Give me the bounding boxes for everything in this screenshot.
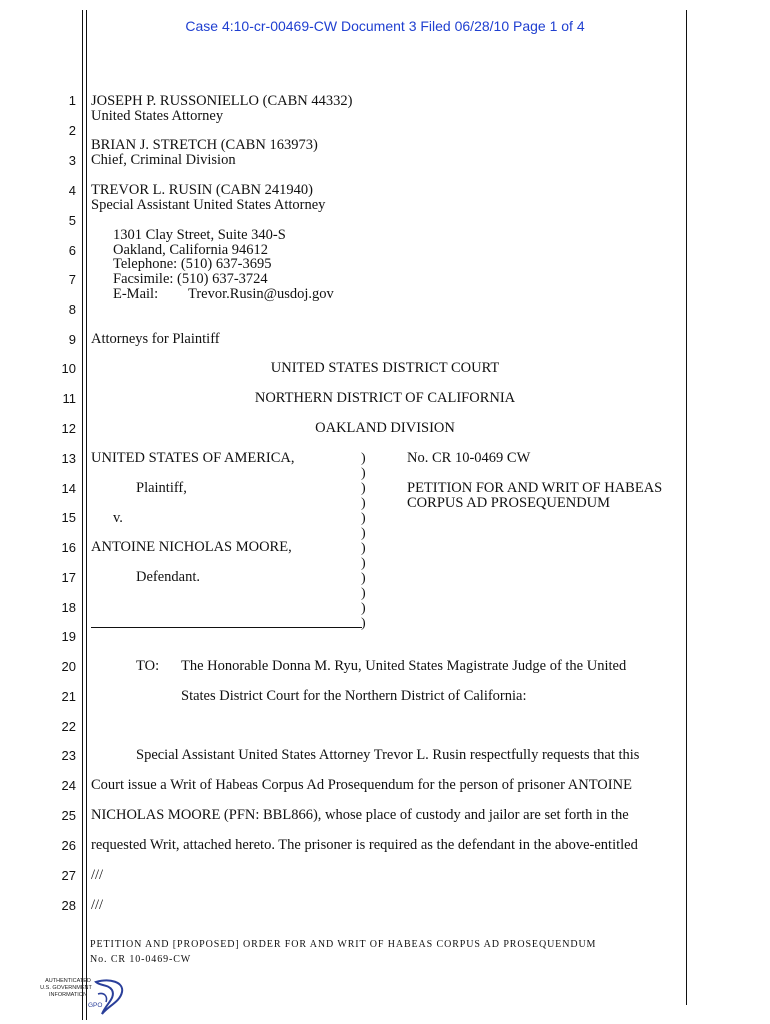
line-number: 2 bbox=[68, 123, 76, 138]
left-margin-rule-outer bbox=[82, 10, 83, 1020]
gpo-authentication-seal bbox=[36, 976, 130, 1016]
attorney-title: Special Assistant United States Attorney bbox=[91, 197, 326, 213]
email-label: E-Mail: bbox=[113, 286, 159, 302]
line-number: 9 bbox=[68, 332, 76, 347]
left-margin-rule-inner bbox=[86, 10, 87, 1020]
caption-paren: ) bbox=[361, 541, 366, 556]
line-number: 14 bbox=[61, 481, 76, 496]
court-division: OAKLAND DIVISION bbox=[315, 420, 455, 436]
body-line: /// bbox=[91, 867, 104, 883]
defendant-role: Defendant. bbox=[136, 569, 201, 585]
body-line: Special Assistant United States Attorney Trevor L. Rusin respectfully requests that this bbox=[136, 747, 640, 763]
caption-paren: ) bbox=[361, 481, 366, 496]
line-number: 23 bbox=[61, 748, 76, 763]
caption-underline bbox=[91, 627, 362, 628]
line-number: 3 bbox=[68, 153, 76, 168]
body-line: requested Writ, attached hereto. The prisoner is required as the defendant in the above-entitled bbox=[91, 837, 638, 853]
plaintiff-role: Plaintiff, bbox=[136, 480, 187, 496]
right-margin-rule bbox=[686, 10, 687, 1005]
caption-paren: ) bbox=[361, 451, 366, 466]
line-number: 20 bbox=[61, 659, 76, 674]
attorney-title: Chief, Criminal Division bbox=[91, 152, 236, 168]
gpo-eagle-icon bbox=[36, 976, 130, 1016]
attorney-title: United States Attorney bbox=[91, 108, 224, 124]
line-number: 8 bbox=[68, 302, 76, 317]
seal-text: INFORMATION bbox=[48, 992, 88, 998]
seal-text: AUTHENTICATED bbox=[45, 978, 91, 984]
line-number: 28 bbox=[61, 898, 76, 913]
line-number: 7 bbox=[68, 272, 76, 287]
line-number: 19 bbox=[61, 629, 76, 644]
defendant-party: ANTOINE NICHOLAS MOORE, bbox=[91, 539, 292, 555]
address-city: Oakland, California 94612 bbox=[113, 242, 269, 258]
caption-paren: ) bbox=[361, 601, 366, 616]
document-title-line2: CORPUS AD PROSEQUENDUM bbox=[407, 495, 611, 511]
line-number: 13 bbox=[61, 451, 76, 466]
line-number: 27 bbox=[61, 868, 76, 883]
body-line: NICHOLAS MOORE (PFN: BBL866), whose place of custody and jailor are set forth in the bbox=[91, 807, 629, 823]
line-number: 6 bbox=[68, 243, 76, 258]
seal-text: U.S. GOVERNMENT bbox=[40, 985, 92, 991]
line-number: 1 bbox=[68, 93, 76, 108]
attorney-name: JOSEPH P. RUSSONIELLO (CABN 44332) bbox=[91, 93, 353, 109]
document-title-line1: PETITION FOR AND WRIT OF HABEAS bbox=[407, 480, 663, 496]
line-number: 12 bbox=[61, 421, 76, 436]
plaintiff-party: UNITED STATES OF AMERICA, bbox=[91, 450, 295, 466]
footer-case-number: No. CR 10-0469-CW bbox=[90, 954, 192, 965]
caption-paren: ) bbox=[361, 466, 366, 481]
line-number: 17 bbox=[61, 570, 76, 585]
case-number: No. CR 10-0469 CW bbox=[407, 450, 531, 466]
email-address: Trevor.Rusin@usdoj.gov bbox=[188, 286, 334, 302]
caption-paren: ) bbox=[361, 496, 366, 511]
court-district: NORTHERN DISTRICT OF CALIFORNIA bbox=[254, 390, 516, 406]
line-number: 10 bbox=[61, 361, 76, 376]
line-number: 22 bbox=[61, 719, 76, 734]
to-label: TO: bbox=[136, 658, 160, 674]
to-addressee-line2: States District Court for the Northern District of California: bbox=[181, 688, 527, 704]
caption-paren: ) bbox=[361, 586, 366, 601]
attorneys-for: Attorneys for Plaintiff bbox=[91, 331, 220, 347]
ecf-header: Case 4:10-cr-00469-CW Document 3 Filed 06/28/10 Page 1 of 4 bbox=[185, 18, 585, 34]
facsimile: Facsimile: (510) 637-3724 bbox=[113, 271, 268, 287]
body-line: /// bbox=[91, 897, 104, 913]
attorney-name: BRIAN J. STRETCH (CABN 163973) bbox=[91, 137, 318, 153]
telephone: Telephone: (510) 637-3695 bbox=[113, 256, 272, 272]
line-number: 4 bbox=[68, 183, 76, 198]
line-number: 18 bbox=[61, 600, 76, 615]
caption-paren: ) bbox=[361, 616, 366, 631]
versus: v. bbox=[113, 510, 123, 526]
to-addressee-line1: The Honorable Donna M. Ryu, United States Magistrate Judge of the United bbox=[181, 658, 627, 674]
line-number: 16 bbox=[61, 540, 76, 555]
line-number: 24 bbox=[61, 778, 76, 793]
seal-text: GPO bbox=[88, 1002, 103, 1009]
line-number: 26 bbox=[61, 838, 76, 853]
footer-title: PETITION AND [PROPOSED] ORDER FOR AND WRIT OF HABEAS CORPUS AD PROSEQUENDUM bbox=[90, 939, 597, 950]
body-line: Court issue a Writ of Habeas Corpus Ad Prosequendum for the person of prisoner ANTOINE bbox=[91, 777, 632, 793]
line-number: 11 bbox=[62, 391, 76, 406]
caption-paren: ) bbox=[361, 556, 366, 571]
attorney-name: TREVOR L. RUSIN (CABN 241940) bbox=[91, 182, 313, 198]
caption-paren: ) bbox=[361, 571, 366, 586]
court-name: UNITED STATES DISTRICT COURT bbox=[270, 360, 500, 376]
line-number: 5 bbox=[68, 213, 76, 228]
line-number: 21 bbox=[61, 689, 76, 704]
line-number: 25 bbox=[61, 808, 76, 823]
caption-paren: ) bbox=[361, 511, 366, 526]
address-street: 1301 Clay Street, Suite 340-S bbox=[113, 227, 286, 243]
caption-paren: ) bbox=[361, 526, 366, 541]
line-number: 15 bbox=[61, 510, 76, 525]
